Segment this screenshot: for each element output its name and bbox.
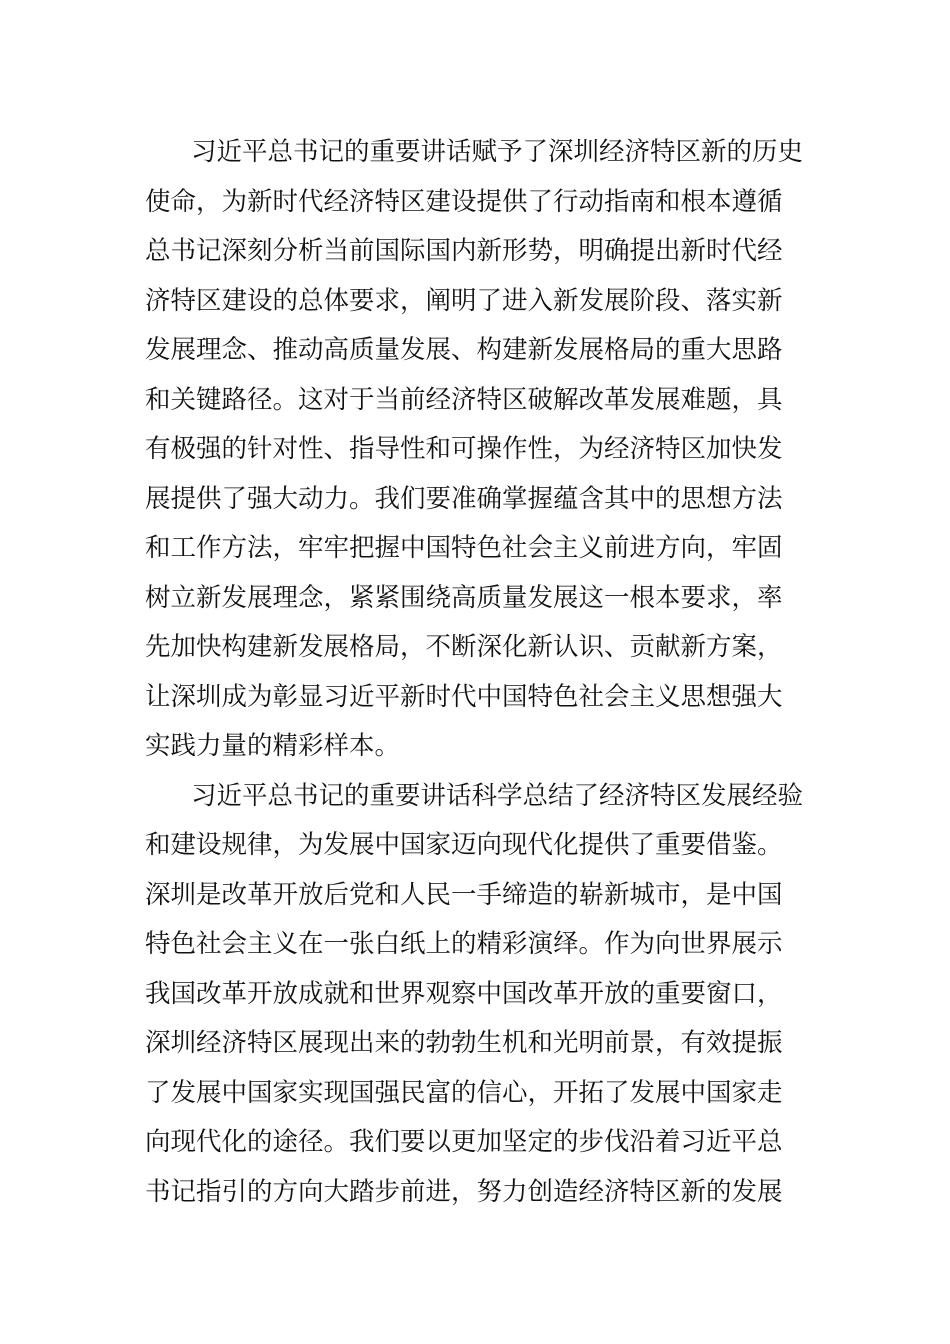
text-line: 深圳经济特区展现出来的勃勃生机和光明前景，有效提振 xyxy=(145,1028,783,1058)
text-line: 习近平总书记的重要讲话赋予了深圳经济特区新的历史 xyxy=(191,137,804,167)
text-line: 济特区建设的总体要求，阐明了进入新发展阶段、落实新 xyxy=(145,285,783,316)
text-line: 深圳是改革开放后党和人民一手缔造的崭新城市，是中国 xyxy=(145,879,783,910)
body-text xyxy=(145,128,815,1217)
text-line: 特色社会主义在一张白纸上的精彩演绎。作为向世界展示 xyxy=(145,929,783,959)
text-line: 使命，为新时代经济特区建设提供了行动指南和根本遵循 xyxy=(145,186,783,217)
text-line: 和建设规律，为发展中国家迈向现代化提供了重要借鉴。 xyxy=(145,830,783,860)
text-line: 展提供了强大动力。我们要准确掌握蕴含其中的思想方法 xyxy=(145,483,783,514)
paragraph-1 xyxy=(145,128,815,772)
text-line: 总书记深刻分析当前国际国内新形势，明确提出新时代经 xyxy=(145,236,783,266)
text-line: 向现代化的途径。我们要以更加坚定的步伐沿着习近平总 xyxy=(145,1127,783,1157)
text-line: 了发展中国家实现国强民富的信心，开拓了发展中国家走 xyxy=(145,1077,783,1108)
text-line: 实践力量的精彩样本。 xyxy=(145,731,401,761)
text-line: 和关键路径。这对于当前经济特区破解改革发展难题，具 xyxy=(145,384,783,415)
text-line: 先加快构建新发展格局，不断深化新认识、贡献新方案， xyxy=(145,632,783,662)
text-line: 习近平总书记的重要讲话科学总结了经济特区发展经验 xyxy=(191,780,804,811)
text-line: 书记指引的方向大踏步前进，努力创造经济特区新的发展 xyxy=(145,1176,783,1207)
paragraph-2 xyxy=(145,772,815,1218)
text-line: 和工作方法，牢牢把握中国特色社会主义前进方向，牢固 xyxy=(145,533,783,563)
text-line: 有极强的针对性、指导性和可操作性，为经济特区加快发 xyxy=(145,434,783,464)
text-line: 让深圳成为彰显习近平新时代中国特色社会主义思想强大 xyxy=(145,681,783,712)
text-line: 我国改革开放成就和世界观察中国改革开放的重要窗口， xyxy=(145,978,783,1009)
text-line: 树立新发展理念，紧紧围绕高质量发展这一根本要求，率 xyxy=(145,582,783,613)
text-line: 发展理念、推动高质量发展、构建新发展格局的重大思路 xyxy=(145,335,783,365)
